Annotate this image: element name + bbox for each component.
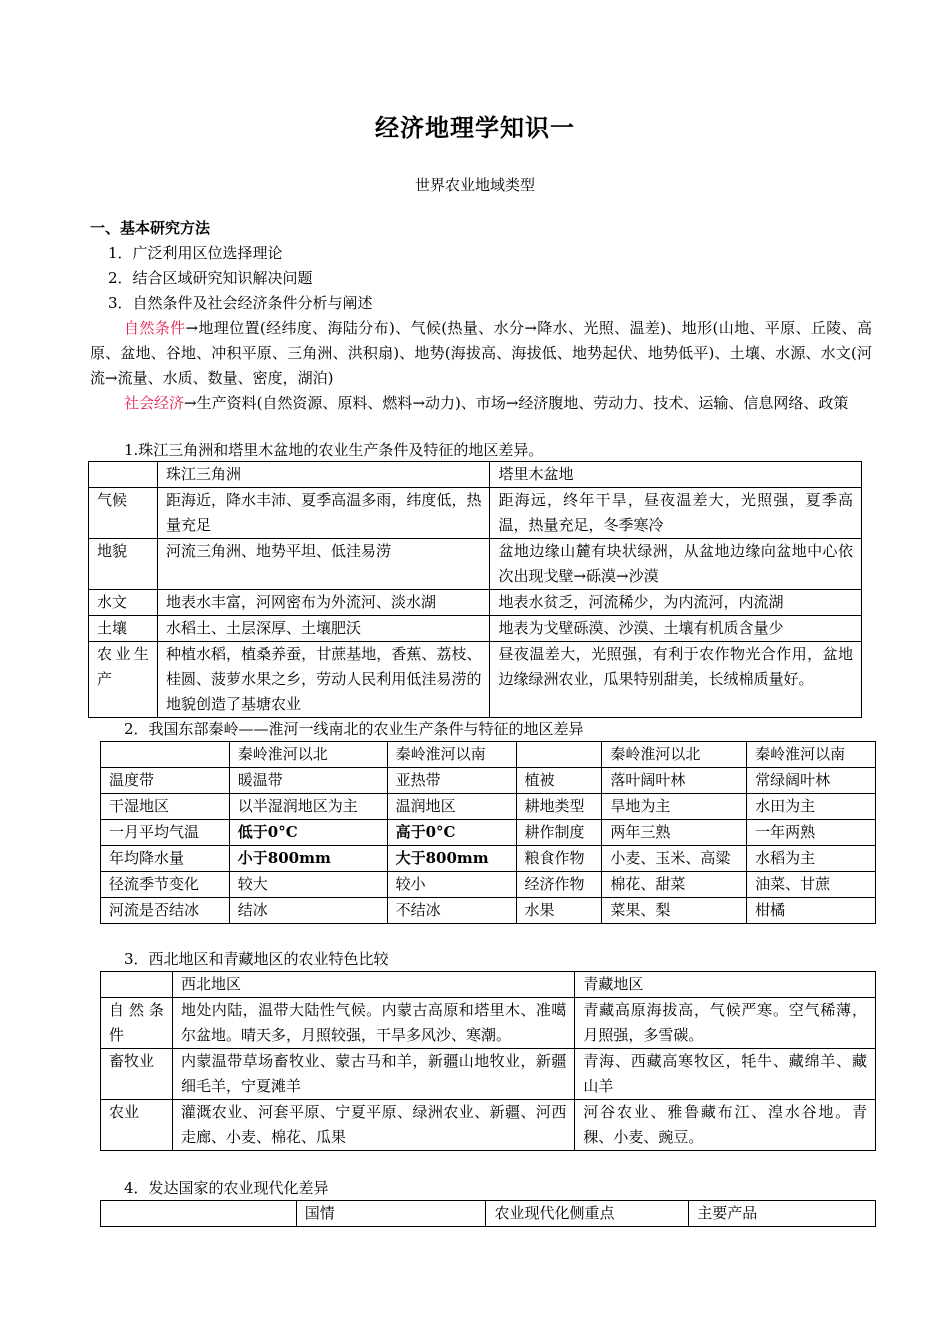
table-cell: 水田为主 <box>747 794 876 820</box>
table-cell: 国情 <box>296 1201 486 1227</box>
table-cell: 青藏地区 <box>575 972 876 998</box>
social-paragraph <box>90 391 872 416</box>
table-cell: 高于0°C <box>387 820 516 846</box>
table-cell: 河谷农业、雅鲁藏布江、湟水谷地。青稞、小麦、豌豆。 <box>575 1100 876 1151</box>
table-cell: 灌溉农业、河套平原、宁夏平原、绿洲农业、新疆、河西走廊、小麦、棉花、瓜果 <box>172 1100 574 1151</box>
table-cell: 小麦、玉米、高粱 <box>602 846 747 872</box>
table-cell: 耕地类型 <box>516 794 602 820</box>
table-developed-countries <box>100 1200 876 1227</box>
table-cell: 自然条件 <box>101 998 173 1049</box>
table-cell: 不结冰 <box>387 898 516 924</box>
table-row <box>101 872 876 898</box>
table-cell: 水稻土、土层深厚、土壤肥沃 <box>157 616 490 642</box>
table-header-row <box>101 742 876 768</box>
table-cell: 温度带 <box>101 768 230 794</box>
table-cell: 盆地边缘山麓有块状绿洲，从盆地边缘向盆地中心依次出现戈壁→砾漠→沙漠 <box>490 539 862 590</box>
table-cell: 距海近，降水丰沛、夏季高温多雨，纬度低，热量充足 <box>157 488 490 539</box>
table-cell: 水稻为主 <box>747 846 876 872</box>
table-cell <box>101 742 230 768</box>
table-cell: 河流三角洲、地势平坦、低洼易涝 <box>157 539 490 590</box>
table-cell: 旱地为主 <box>602 794 747 820</box>
table-cell: 主要产品 <box>689 1201 876 1227</box>
table-cell: 地表水丰富，河网密布为外流河、淡水湖 <box>157 590 490 616</box>
table-cell: 秦岭淮河以北 <box>602 742 747 768</box>
page-title: 经济地理学知识一 <box>375 114 575 142</box>
table-row <box>101 820 876 846</box>
table-cell: 大于800mm <box>387 846 516 872</box>
table-cell: 干湿地区 <box>101 794 230 820</box>
table-cell: 结冰 <box>229 898 387 924</box>
nature-text: →地理位置(经纬度、海陆分布)、气候(热量、水分→降水、光照、温差)、地形(山地、平原、丘陵、高原、盆地、谷地、冲积平原、三角洲、洪积扇)、地势(海拔高、海拔低、地势起伏、地势低平)、土壤、水源、水文(河流→流量、水质、数量、密度，湖泊) <box>90 319 872 387</box>
table-cell: 年均降水量 <box>101 846 230 872</box>
table-zhujiang-tarim <box>88 461 862 718</box>
table-cell: 常绿阔叶林 <box>747 768 876 794</box>
table-cell <box>516 742 602 768</box>
table-cell: 秦岭淮河以南 <box>747 742 876 768</box>
table-cell: 河流是否结冰 <box>101 898 230 924</box>
table-cell: 植被 <box>516 768 602 794</box>
table-row <box>89 488 862 539</box>
table-cell: 亚热带 <box>387 768 516 794</box>
table-cell: 距海远，终年干旱，昼夜温差大，光照强，夏季高温，热量充足，冬季寒冷 <box>490 488 862 539</box>
table-qinling-huaihe <box>100 741 876 924</box>
table-cell: 柑橘 <box>747 898 876 924</box>
list-item: 3．自然条件及社会经济条件分析与阐述 <box>108 294 373 312</box>
table-cell: 秦岭淮河以北 <box>229 742 387 768</box>
table1-caption: 1.珠江三角洲和塔里木盆地的农业生产条件及特征的地区差异。 <box>124 441 544 459</box>
table-cell: 较小 <box>387 872 516 898</box>
table-cell: 温润地区 <box>387 794 516 820</box>
table-cell: 两年三熟 <box>602 820 747 846</box>
social-label: 社会经济 <box>124 394 185 412</box>
table-cell: 地貌 <box>89 539 158 590</box>
table-cell: 水文 <box>89 590 158 616</box>
table-cell: 水果 <box>516 898 602 924</box>
table-cell: 低于0°C <box>229 820 387 846</box>
table-row <box>89 539 862 590</box>
table-cell: 昼夜温差大，光照强，有利于农作物光合作用，盆地边缘绿洲农业，瓜果特别甜美，长绒棉质量好。 <box>490 642 862 718</box>
table-cell: 棉花、甜菜 <box>602 872 747 898</box>
table-row <box>101 768 876 794</box>
table-header-row <box>89 462 862 488</box>
table-cell: 地处内陆，温带大陆性气候。内蒙古高原和塔里木、准噶尔盆地。晴天多，月照较强，干旱多风沙、寒潮。 <box>172 998 574 1049</box>
table-row <box>101 846 876 872</box>
table-cell: 一年两熟 <box>747 820 876 846</box>
table-cell <box>101 972 173 998</box>
table-cell: 农业生产 <box>89 642 158 718</box>
table-cell: 以半湿润地区为主 <box>229 794 387 820</box>
page-subtitle: 世界农业地域类型 <box>414 176 535 194</box>
table-header-row <box>101 1201 876 1227</box>
table-row <box>101 998 876 1049</box>
table-cell: 小于800mm <box>229 846 387 872</box>
list-item: 2．结合区域研究知识解决问题 <box>108 269 313 287</box>
table-cell: 耕作制度 <box>516 820 602 846</box>
table-cell: 地表为戈壁砾漠、沙漠、土壤有机质含量少 <box>490 616 862 642</box>
table-cell: 珠江三角洲 <box>157 462 490 488</box>
table-cell: 秦岭淮河以南 <box>387 742 516 768</box>
nature-paragraph <box>90 316 872 391</box>
table2-caption: 2．我国东部秦岭——淮河一线南北的农业生产条件与特征的地区差异 <box>124 720 584 738</box>
table-row <box>101 1049 876 1100</box>
table-row <box>101 1100 876 1151</box>
table-northwest-qingzang <box>100 971 876 1151</box>
table-cell: 土壤 <box>89 616 158 642</box>
table-row <box>89 642 862 718</box>
nature-label: 自然条件 <box>124 319 186 337</box>
table-cell: 较大 <box>229 872 387 898</box>
table-row <box>101 898 876 924</box>
table-cell: 农业现代化侧重点 <box>486 1201 689 1227</box>
table-cell: 菜果、梨 <box>602 898 747 924</box>
table-cell: 粮食作物 <box>516 846 602 872</box>
table-cell: 西北地区 <box>172 972 574 998</box>
table-cell: 地表水贫乏，河流稀少，为内流河，内流湖 <box>490 590 862 616</box>
table-row <box>89 590 862 616</box>
table-cell: 内蒙温带草场畜牧业、蒙古马和羊，新疆山地牧业，新疆细毛羊，宁夏滩羊 <box>172 1049 574 1100</box>
table-cell <box>89 462 158 488</box>
social-text: →生产资料(自然资源、原料、燃料→动力)、市场→经济腹地、劳动力、技术、运输、信息网络、政策 <box>184 394 849 412</box>
table-row <box>89 616 862 642</box>
table-cell: 种植水稻，植桑养蚕，甘蔗基地，香蕉、荔枝、桂圆、菠萝水果之乡，劳动人民利用低洼易涝的地貌创造了基塘农业 <box>157 642 490 718</box>
section-heading: 一、基本研究方法 <box>90 219 211 237</box>
table-header-row <box>101 972 876 998</box>
table-cell: 农业 <box>101 1100 173 1151</box>
table-row <box>101 794 876 820</box>
table-cell: 暖温带 <box>229 768 387 794</box>
table-cell: 气候 <box>89 488 158 539</box>
table-cell: 畜牧业 <box>101 1049 173 1100</box>
table-cell: 径流季节变化 <box>101 872 230 898</box>
list-item: 1．广泛利用区位选择理论 <box>108 244 283 262</box>
table-cell: 青藏高原海拔高，气候严寒。空气稀薄，月照强，多雪碳。 <box>575 998 876 1049</box>
table-cell: 一月平均气温 <box>101 820 230 846</box>
table-cell: 经济作物 <box>516 872 602 898</box>
table-cell: 青海、西藏高寒牧区，牦牛、藏绵羊、藏山羊 <box>575 1049 876 1100</box>
table-cell: 塔里木盆地 <box>490 462 862 488</box>
table-cell <box>101 1201 297 1227</box>
table3-caption: 3．西北地区和青藏地区的农业特色比较 <box>124 950 389 968</box>
table-cell: 油菜、甘蔗 <box>747 872 876 898</box>
table-cell: 落叶阔叶林 <box>602 768 747 794</box>
table4-caption: 4．发达国家的农业现代化差异 <box>124 1179 329 1197</box>
